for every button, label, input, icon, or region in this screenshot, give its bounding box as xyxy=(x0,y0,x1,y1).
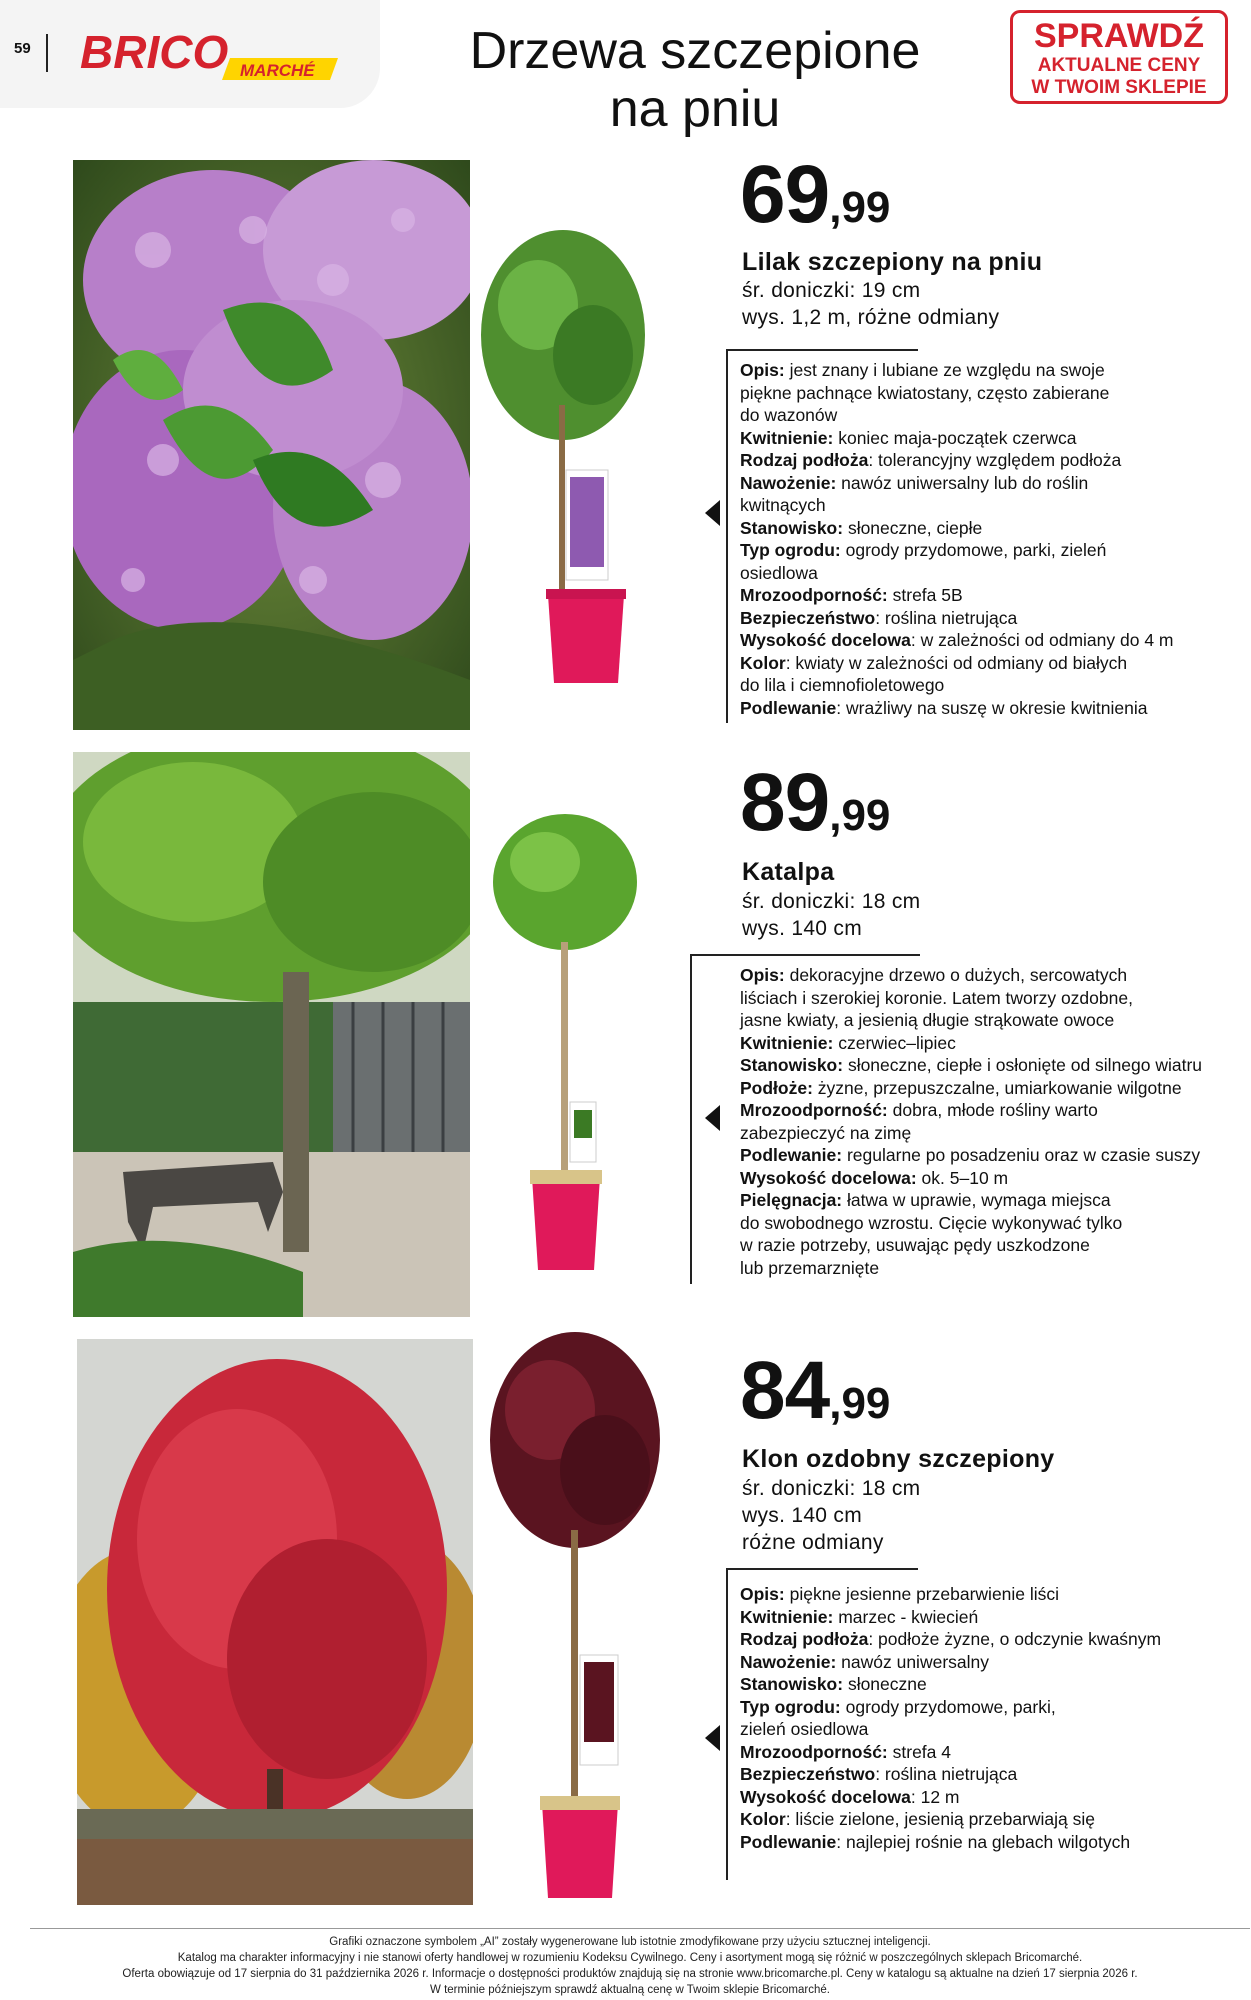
maple-spec-1: śr. doniczki: 18 cm xyxy=(742,1477,921,1500)
description-text: ogrody przydomowe, parki, xyxy=(840,1696,1056,1717)
description-line xyxy=(740,1718,1220,1741)
page-number: 59 xyxy=(14,40,31,57)
description-text: ogrody przydomowe, parki, zieleń xyxy=(840,540,1107,560)
description-text: nawóz uniwersalny xyxy=(836,1651,989,1672)
svg-text:MARCHÉ: MARCHÉ xyxy=(240,61,315,80)
maple-spec-2: wys. 140 cm xyxy=(742,1504,862,1527)
description-text: zabezpieczyć na zimę xyxy=(740,1122,912,1143)
lilac-product-name: Lilak szczepiony na pniu xyxy=(742,248,1043,276)
badge-line2: AKTUALNE CENY xyxy=(1037,55,1201,76)
description-text: osiedlowa xyxy=(740,562,818,583)
description-line xyxy=(740,1583,1220,1606)
description-line xyxy=(740,1167,1240,1190)
description-line xyxy=(740,674,1220,697)
description-line xyxy=(740,1741,1220,1764)
catalpa-spec-1: śr. doniczki: 18 cm xyxy=(742,890,921,913)
description-line xyxy=(740,449,1220,472)
description-label: Wysokość docelowa xyxy=(740,630,911,650)
description-line xyxy=(740,1189,1240,1212)
description-text: liściach i szerokiej koronie. Latem tworzy ozdobne, xyxy=(740,987,1133,1008)
brand-logo[interactable] xyxy=(80,28,338,82)
description-label: Podlewanie xyxy=(740,697,837,718)
description-label: Mrozoodporność: xyxy=(740,585,888,605)
description-text: jasne kwiaty, a jesienią długie strąkowate owoce xyxy=(740,1010,1115,1030)
description-line xyxy=(740,652,1220,675)
description-label: Nawożenie: xyxy=(740,472,837,493)
description-text: kwitnących xyxy=(740,495,826,515)
lilac-price-dec: ,99 xyxy=(829,183,891,232)
description-line xyxy=(740,1144,1240,1167)
maple-price-int: 84 xyxy=(740,1345,830,1436)
description-text: dekoracyjne drzewo o dużych, sercowatych xyxy=(784,965,1128,985)
lilac-potted-tree-image xyxy=(478,225,648,685)
description-label: Mrozoodporność: xyxy=(740,1741,888,1762)
footer-line2: Katalog ma charakter informacyjny i nie stanowi oferty handlowej w rozumieniu Kodeksu Cywilnego. Ceny i asortyment mogą się różnić w poszczególnych sklepach Bricomarché. xyxy=(177,1952,1083,1964)
description-line xyxy=(740,1673,1220,1696)
description-text: nawóz uniwersalny lub do roślin xyxy=(836,472,1089,493)
catalpa-pointer-arrow xyxy=(705,1105,720,1131)
description-line xyxy=(740,562,1220,585)
footer-divider xyxy=(30,1928,1250,1929)
description-label: Wysokość docelowa: xyxy=(740,1167,917,1188)
description-label: Pielęgnacja: xyxy=(740,1190,843,1210)
description-line xyxy=(740,1696,1220,1719)
catalpa-park-photo xyxy=(73,752,470,1317)
description-label: Nawożenie: xyxy=(740,1651,837,1672)
description-text: marzec - kwiecień xyxy=(833,1606,979,1627)
description-label: Stanowisko: xyxy=(740,517,844,538)
description-text: : 12 m xyxy=(910,1786,960,1807)
maple-product-name: Klon ozdobny szczepiony xyxy=(742,1445,1055,1473)
description-line xyxy=(740,1099,1240,1122)
description-line xyxy=(740,1212,1240,1235)
footer-line4: W terminie późniejszym sprawdź aktualną cenę w Twoim sklepie Bricomarché. xyxy=(430,1984,830,1996)
description-text: do swobodnego wzrostu. Cięcie wykonywać tylko xyxy=(740,1212,1123,1233)
catalpa-description xyxy=(740,964,1240,1279)
description-text: czerwiec–lipiec xyxy=(833,1032,956,1053)
description-text: : liście zielone, jesienią przebarwiają się xyxy=(785,1809,1096,1829)
lilac-price-int: 69 xyxy=(740,149,830,240)
description-line xyxy=(740,359,1220,382)
page-title-line2: na pniu xyxy=(609,80,781,138)
description-label: Podlewanie: xyxy=(740,1145,843,1165)
description-text: piękne jesienne przebarwienie liści xyxy=(784,1584,1060,1604)
description-text: żyzne, przepuszczalne, umiarkowanie wilgotne xyxy=(812,1077,1182,1098)
maple-description xyxy=(740,1583,1220,1853)
description-label: Kwitnienie: xyxy=(740,1032,834,1053)
legal-footer xyxy=(30,1934,1230,1998)
lilac-pointer-arrow xyxy=(705,500,720,526)
maple-price xyxy=(740,1344,890,1438)
description-text: dobra, młode rośliny warto xyxy=(887,1100,1098,1120)
description-line xyxy=(740,472,1220,495)
description-line xyxy=(740,1234,1240,1257)
description-text: słoneczne xyxy=(843,1674,927,1694)
footer-line1: Grafiki oznaczone symbolem „AI” zostały wygenerowane lub istotnie zmodyfikowane przy użyciu sztucznej inteligencji. xyxy=(329,1936,931,1948)
description-label: Kolor xyxy=(740,1809,786,1829)
description-label: Mrozoodporność: xyxy=(740,1100,888,1120)
header-divider xyxy=(46,34,48,72)
description-line xyxy=(740,539,1220,562)
lilac-price xyxy=(740,148,890,242)
description-text: : podłoże żyzne, o odczynie kwaśnym xyxy=(868,1629,1162,1649)
description-text: do wazonów xyxy=(740,405,838,425)
description-text: słoneczne, ciepłe i osłonięte od silnego wiatru xyxy=(843,1055,1203,1075)
description-line xyxy=(740,1628,1220,1651)
description-text: strefa 4 xyxy=(887,1741,951,1762)
description-text: : tolerancyjny względem podłoża xyxy=(868,450,1122,470)
description-line xyxy=(740,964,1240,987)
lilac-description xyxy=(740,359,1220,719)
description-text: w razie potrzeby, usuwając pędy uszkodzone xyxy=(740,1235,1090,1255)
maple-tree-photo xyxy=(77,1339,473,1905)
description-line xyxy=(740,494,1220,517)
description-line xyxy=(740,1808,1220,1831)
description-line xyxy=(740,697,1220,720)
description-line xyxy=(740,404,1220,427)
description-line xyxy=(740,1009,1240,1032)
description-line xyxy=(740,1786,1220,1809)
badge-line3: W TWOIM SKLEPIE xyxy=(1031,77,1207,98)
description-text: : kwiaty w zależności od odmiany od białych xyxy=(785,652,1128,673)
description-text: : najlepiej rośnie na glebach wilgotych xyxy=(836,1831,1131,1852)
check-prices-badge xyxy=(1010,10,1228,104)
lilac-spec-1: śr. doniczki: 19 cm xyxy=(742,279,921,302)
description-line xyxy=(740,1763,1220,1786)
catalpa-potted-tree-image xyxy=(490,812,640,1272)
description-text: : wrażliwy na suszę w okresie kwitnienia xyxy=(836,697,1148,718)
description-text: zieleń osiedlowa xyxy=(740,1719,869,1739)
description-line xyxy=(740,584,1220,607)
description-text: jest znany i lubiane ze względu na swoje xyxy=(784,360,1105,380)
description-label: Typ ogrodu: xyxy=(740,1696,841,1717)
description-text: piękne pachnące kwiatostany, często zabierane xyxy=(740,382,1110,403)
description-label: Rodzaj podłoża xyxy=(740,450,869,470)
description-text: : roślina nietrująca xyxy=(875,1764,1018,1784)
description-text: strefa 5B xyxy=(887,585,963,605)
description-text: koniec maja-początek czerwca xyxy=(833,427,1077,448)
description-label: Opis: xyxy=(740,360,785,380)
description-text: : w zależności od odmiany do 4 m xyxy=(910,630,1174,650)
description-label: Kolor xyxy=(740,652,786,673)
catalpa-price xyxy=(740,756,890,850)
description-line xyxy=(740,1651,1220,1674)
svg-text:BRICO: BRICO xyxy=(80,28,229,78)
maple-potted-tree-image xyxy=(490,1330,660,1900)
description-label: Opis: xyxy=(740,965,785,985)
catalpa-price-int: 89 xyxy=(740,757,830,848)
maple-price-dec: ,99 xyxy=(829,1379,891,1428)
description-line xyxy=(740,1054,1240,1077)
description-line xyxy=(740,1077,1240,1100)
description-label: Bezpieczeństwo xyxy=(740,1764,876,1784)
description-text: regularne po posadzeniu oraz w czasie suszy xyxy=(842,1145,1201,1165)
lilac-flower-photo xyxy=(73,160,470,730)
page-title-line1: Drzewa szczepione xyxy=(469,22,921,80)
description-text: łatwa w uprawie, wymaga miejsca xyxy=(842,1190,1111,1210)
description-label: Stanowisko: xyxy=(740,1055,844,1075)
description-line xyxy=(740,382,1220,405)
maple-spec-3: różne odmiany xyxy=(742,1531,884,1554)
page-title xyxy=(420,22,970,138)
description-label: Wysokość docelowa xyxy=(740,1786,911,1807)
description-line xyxy=(740,1032,1240,1055)
footer-line3: Oferta obowiązuje od 17 sierpnia do 31 października 2026 r. Informacje o dostępności produktów znajdują się na stronie www.bricomarche.pl. Ceny w katalogu są aktualne na dzień 17 sierpnia 2026 r. xyxy=(122,1968,1138,1980)
maple-pointer-arrow xyxy=(705,1725,720,1751)
description-text: : roślina nietrująca xyxy=(875,607,1018,628)
description-text: lub przemarznięte xyxy=(740,1257,880,1278)
description-line xyxy=(740,1606,1220,1629)
catalpa-product-name: Katalpa xyxy=(742,858,835,886)
description-label: Podlewanie xyxy=(740,1831,837,1852)
description-line xyxy=(740,1122,1240,1145)
lilac-spec-2: wys. 1,2 m, różne odmiany xyxy=(742,306,1000,329)
description-text: ok. 5–10 m xyxy=(916,1167,1009,1188)
catalpa-spec-2: wys. 140 cm xyxy=(742,917,862,940)
badge-line1: SPRAWDŹ xyxy=(1034,17,1204,55)
description-label: Opis: xyxy=(740,1584,785,1604)
description-label: Rodzaj podłoża xyxy=(740,1629,869,1649)
description-text: do lila i ciemnofioletowego xyxy=(740,675,945,695)
description-label: Stanowisko: xyxy=(740,1674,844,1694)
description-label: Podłoże: xyxy=(740,1077,813,1098)
description-line xyxy=(740,1831,1220,1854)
description-line xyxy=(740,427,1220,450)
description-line xyxy=(740,517,1220,540)
description-line xyxy=(740,987,1240,1010)
description-label: Bezpieczeństwo xyxy=(740,607,876,628)
description-label: Kwitnienie: xyxy=(740,427,834,448)
description-line xyxy=(740,607,1220,630)
description-label: Typ ogrodu: xyxy=(740,540,841,560)
description-line xyxy=(740,1257,1240,1280)
description-line xyxy=(740,629,1220,652)
description-label: Kwitnienie: xyxy=(740,1606,834,1627)
description-text: słoneczne, ciepłe xyxy=(843,517,983,538)
catalpa-price-dec: ,99 xyxy=(829,791,891,840)
